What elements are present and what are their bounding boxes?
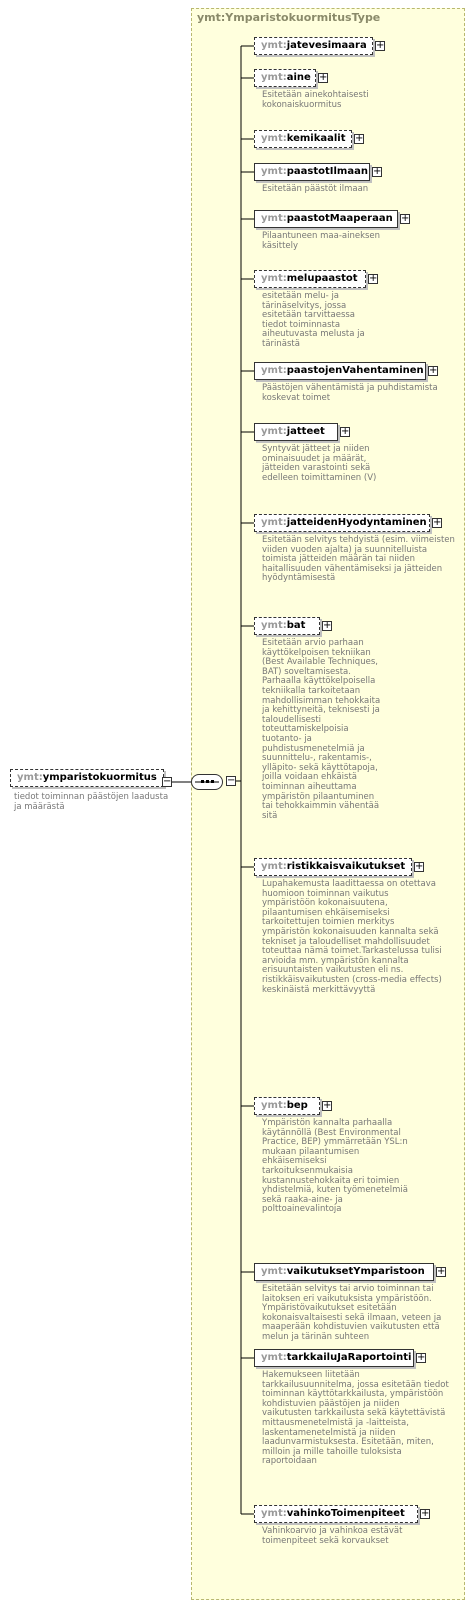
element-paastotMaaperaan[interactable]	[254, 210, 398, 228]
expand-plus-icon[interactable]: +	[376, 40, 385, 51]
element-prefix: ymt:	[261, 1508, 287, 1519]
element-name: vaikutuksetYmparistoon	[286, 1266, 425, 1277]
element-doc: Ympäristön kannalta parhaalla käytännöllä (Best Environmental Practice, BEP) ymmärretään YSL:n mukaan pilaantumisen ehkäisemiseksi tarkoituksenmukaisia kustannustehokkaita eri toimien yhdistelmiä, kuten työmenetelmiä sekä raaka-aine- ja polttoainevalintoja	[262, 1118, 408, 1215]
element-kemikaalit[interactable]	[254, 130, 352, 148]
element-prefix: ymt:	[261, 1100, 287, 1111]
element-aine[interactable]	[254, 69, 316, 87]
element-prefix: ymt:	[261, 365, 287, 376]
element-paastotIlmaan[interactable]	[254, 163, 370, 181]
element-bat[interactable]	[254, 617, 320, 635]
element-name: tarkkailuJaRaportointi	[286, 1352, 412, 1363]
element-prefix: ymt:	[261, 213, 287, 224]
element-prefix: ymt:	[261, 861, 287, 872]
element-prefix: ymt:	[261, 620, 287, 631]
element-doc: Hakemukseen liitetään tarkkailusuunnitelma, jossa esitetään tiedot toiminnan käyttötarkkailusta, ympäristöön kohdistuvien päästöjen ja niiden vaikutusten tarkkailusta sekä käytettävistä mittausmenetelmistä ja -laitteista, laskentamenetelmistä ja niiden laadunvarmistuksesta. Esitetään, miten, milloin ja mille tahoille tuloksista raportoidaan	[262, 1370, 449, 1467]
element-bep[interactable]	[254, 1097, 320, 1115]
element-doc: Päästöjen vähentämistä ja puhdistamista koskevat toimet	[262, 383, 438, 403]
element-prefix: ymt:	[261, 1352, 287, 1363]
element-prefix: ymt:	[261, 1266, 287, 1277]
element-name: bep	[286, 1100, 308, 1111]
element-name: jatevesimaara	[286, 40, 367, 51]
element-doc: Esitetään päästöt ilmaan	[262, 184, 369, 194]
element-doc: Esitetään selvitys tehdyistä (esim. viimeisten viiden vuoden ajalta) ja suunnitelluista toimista jätteiden määrän tai niiden haitallisuuden vähentämiseksi ja jätteiden hyödyntämisestä	[262, 535, 455, 584]
element-name: paastotIlmaan	[286, 166, 368, 177]
root-collapse-icon[interactable]: −	[163, 776, 172, 787]
element-doc: esitetään melu- ja tärinäselvitys, jossa esitetään tarvittaessa tiedot toiminnasta aiheutuvasta melusta ja tärinästä	[262, 291, 365, 349]
type-title: ymt:YmparistokuormitusType	[197, 11, 381, 24]
expand-plus-icon[interactable]: +	[429, 365, 438, 376]
element-vaikutuksetYmparistoon[interactable]	[254, 1263, 434, 1281]
expand-plus-icon[interactable]: +	[437, 1266, 446, 1277]
expand-plus-icon[interactable]: +	[323, 1100, 332, 1111]
expand-plus-icon[interactable]: +	[369, 273, 378, 284]
element-name: kemikaalit	[286, 133, 346, 144]
element-tarkkailuJaRaportointi[interactable]	[254, 1349, 414, 1367]
sequence-collapse-icon[interactable]: −	[227, 775, 236, 786]
sequence-compositor-icon[interactable]	[191, 774, 223, 790]
element-name: bat	[286, 620, 306, 631]
element-doc: Esitetään ainekohtaisesti kokonaiskuormitus	[262, 90, 369, 110]
element-name: vahinkoToimenpiteet	[286, 1508, 405, 1519]
element-doc: Vahinkoarvio ja vahinkoa estävät toimenpiteet sekä korvaukset	[262, 1526, 403, 1546]
element-melupaastot[interactable]	[254, 270, 366, 288]
element-prefix: ymt:	[261, 426, 287, 437]
element-doc: Esitetään arvio parhaan käyttökelpoisen tekniikan (Best Available Techniques, BAT) soveltamisesta. Parhaalla käyttökelpoisella tekniikalla tarkoitetaan mahdollisimman tehokkaita ja kehittyneitä, teknisesti ja taloudellisesti toteuttamiskelpoisia tuotanto- ja puhdistusmenetelmiä ja suunnittelu-, rakentamis-, ylläpito- sekä käyttötapoja, joilla voidaan ehkäistä toiminnan aiheuttama ympäristön pilaantuminen tai tehokkaimmin vähentää sitä	[262, 638, 381, 821]
element-doc: Esitetään selvitys tai arvio toiminnan tai laitoksen eri vaikutuksista ympäristöön. Ympäristövaikutukset esitetään kokonaisvaltaisesti sekä ilmaan, veteen ja maaperään kohdistuvien vaikutusten että melun ja tärinän suhteen	[262, 1284, 442, 1342]
expand-plus-icon[interactable]: +	[341, 426, 350, 437]
element-name: jatteidenHyodyntaminen	[286, 517, 427, 528]
expand-plus-icon[interactable]: +	[433, 517, 442, 528]
expand-plus-icon[interactable]: +	[323, 620, 332, 631]
element-doc: Lupahakemusta laadittaessa on otettava huomioon toiminnan vaikutus ympäristöön kokonaisuutena, pilaantumisen ehkäisemiseksi tarkoitettujen toimien merkitys ympäristön kokonaisuuden kannalta sekä tekniset ja taloudelliset mahdollisuudet toteuttaa nämä toimet.Tarkastelussa tulisi arvioida mm. ympäristön kannalta erisuuntaisten vaikutusten eli ns. ristikkäisvaikutusten (cross-media effects) keskinäistä merkittävyyttä	[262, 879, 442, 995]
element-prefix: ymt:	[261, 40, 287, 51]
element-name: aine	[286, 72, 311, 83]
element-name: jatteet	[286, 426, 325, 437]
element-doc: Pilaantuneen maa-aineksen käsittely	[262, 231, 381, 251]
element-paastojenVahentaminen[interactable]	[254, 362, 426, 380]
root-element-name: ymparistokuormitus	[42, 772, 157, 783]
expand-plus-icon[interactable]: +	[355, 133, 364, 144]
expand-plus-icon[interactable]: +	[373, 166, 382, 177]
expand-plus-icon[interactable]: +	[319, 72, 328, 83]
element-name: melupaastot	[286, 273, 358, 284]
element-jatteet[interactable]	[254, 423, 338, 441]
element-prefix: ymt:	[261, 517, 287, 528]
element-jatteidenHyodyntaminen[interactable]	[254, 514, 430, 532]
element-ristikkaisvaikutukset[interactable]	[254, 858, 412, 876]
root-element-doc: tiedot toiminnan päästöjen laadusta ja määrästä	[14, 792, 169, 812]
element-doc: Syntyvät jätteet ja niiden ominaisuudet ja määrät, jätteiden varastointi sekä edelleen toimittaminen (V)	[262, 444, 377, 483]
root-element-box[interactable]	[10, 769, 164, 787]
expand-plus-icon[interactable]: +	[417, 1352, 426, 1363]
element-vahinkoToimenpiteet[interactable]	[254, 1505, 418, 1523]
element-name: paastojenVahentaminen	[286, 365, 424, 376]
element-name: ristikkaisvaikutukset	[286, 861, 406, 872]
root-element-prefix: ymt:	[17, 772, 43, 783]
element-prefix: ymt:	[261, 273, 287, 284]
element-name: paastotMaaperaan	[286, 213, 393, 224]
element-prefix: ymt:	[261, 72, 287, 83]
expand-plus-icon[interactable]: +	[415, 861, 424, 872]
element-prefix: ymt:	[261, 166, 287, 177]
expand-plus-icon[interactable]: +	[401, 213, 410, 224]
expand-plus-icon[interactable]: +	[421, 1508, 430, 1519]
element-prefix: ymt:	[261, 133, 287, 144]
element-jatevesimaara[interactable]	[254, 37, 373, 55]
